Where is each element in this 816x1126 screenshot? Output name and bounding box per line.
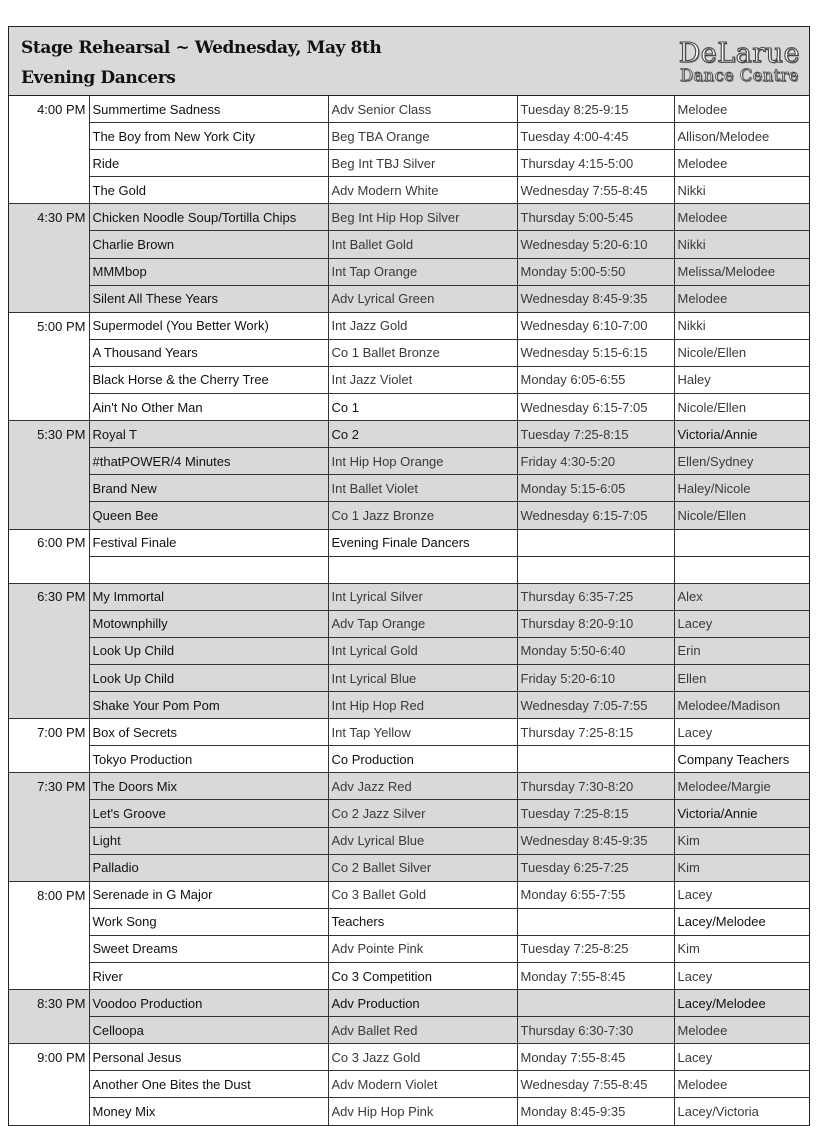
class-name-cell: Evening Finale Dancers xyxy=(328,529,517,556)
time-slot-cell xyxy=(9,475,89,502)
teacher-cell: Alex xyxy=(674,583,809,610)
time-slot-cell xyxy=(9,610,89,637)
table-row xyxy=(9,204,809,231)
teacher-cell: Ellen/Sydney xyxy=(674,448,809,475)
logo-line-1: DeLarue xyxy=(678,38,800,69)
table-row xyxy=(9,1071,809,1098)
time-slot-cell xyxy=(9,637,89,664)
dance-name-cell: River xyxy=(89,963,328,990)
class-day-time-cell xyxy=(517,746,674,773)
class-day-time-cell: Wednesday 8:45-9:35 xyxy=(517,827,674,854)
table-row xyxy=(9,881,809,908)
table-row xyxy=(9,1017,809,1044)
table-row xyxy=(9,556,809,583)
table-row xyxy=(9,746,809,773)
table-row xyxy=(9,990,809,1017)
dance-name-cell: A Thousand Years xyxy=(89,339,328,366)
teacher-cell: Erin xyxy=(674,637,809,664)
class-day-time-cell: Monday 8:45-9:35 xyxy=(517,1098,674,1125)
class-day-time-cell: Thursday 7:25-8:15 xyxy=(517,719,674,746)
class-day-time-cell xyxy=(517,556,674,583)
table-row xyxy=(9,719,809,746)
class-name-cell: Int Lyrical Gold xyxy=(328,637,517,664)
dance-name-cell: Light xyxy=(89,827,328,854)
teacher-cell: Melodee/Madison xyxy=(674,692,809,719)
teacher-cell: Kim xyxy=(674,827,809,854)
class-name-cell: Int Hip Hop Orange xyxy=(328,448,517,475)
dance-name-cell xyxy=(89,556,328,583)
time-slot-cell: 6:00 PM xyxy=(9,529,89,556)
time-slot-cell xyxy=(9,827,89,854)
class-day-time-cell: Wednesday 5:20-6:10 xyxy=(517,231,674,258)
dance-name-cell: Silent All These Years xyxy=(89,285,328,312)
class-day-time-cell: Tuesday 7:25-8:15 xyxy=(517,800,674,827)
table-row xyxy=(9,692,809,719)
table-row xyxy=(9,935,809,962)
class-day-time-cell: Thursday 4:15-5:00 xyxy=(517,150,674,177)
time-slot-cell xyxy=(9,963,89,990)
class-day-time-cell: Monday 6:55-7:55 xyxy=(517,881,674,908)
table-row xyxy=(9,1098,809,1125)
schedule-table xyxy=(9,96,809,1126)
teacher-cell: Nicole/Ellen xyxy=(674,502,809,529)
class-day-time-cell: Wednesday 7:05-7:55 xyxy=(517,692,674,719)
dance-name-cell: Motownphilly xyxy=(89,610,328,637)
class-name-cell: Adv Production xyxy=(328,990,517,1017)
table-row xyxy=(9,421,809,448)
class-day-time-cell xyxy=(517,990,674,1017)
studio-logo xyxy=(679,40,800,84)
time-slot-cell xyxy=(9,800,89,827)
teacher-cell: Melodee xyxy=(674,1071,809,1098)
class-day-time-cell xyxy=(517,529,674,556)
teacher-cell: Lacey/Melodee xyxy=(674,990,809,1017)
class-day-time-cell: Wednesday 7:55-8:45 xyxy=(517,177,674,204)
table-row xyxy=(9,800,809,827)
teacher-cell: Allison/Melodee xyxy=(674,123,809,150)
teacher-cell: Nikki xyxy=(674,312,809,339)
class-day-time-cell: Tuesday 7:25-8:25 xyxy=(517,935,674,962)
dance-name-cell: Serenade in G Major xyxy=(89,881,328,908)
teacher-cell: Nikki xyxy=(674,231,809,258)
class-name-cell: Beg Int TBJ Silver xyxy=(328,150,517,177)
time-slot-cell: 7:30 PM xyxy=(9,773,89,800)
teacher-cell: Nicole/Ellen xyxy=(674,339,809,366)
class-name-cell: Adv Modern Violet xyxy=(328,1071,517,1098)
rehearsal-schedule-sheet xyxy=(8,26,810,1126)
dance-name-cell: Royal T xyxy=(89,421,328,448)
time-slot-cell xyxy=(9,502,89,529)
teacher-cell: Melodee/Margie xyxy=(674,773,809,800)
class-name-cell: Adv Senior Class xyxy=(328,96,517,123)
page-title: Stage Rehearsal ~ Wednesday, May 8th xyxy=(21,38,382,58)
table-row xyxy=(9,610,809,637)
class-day-time-cell: Monday 5:15-6:05 xyxy=(517,475,674,502)
time-slot-cell xyxy=(9,123,89,150)
class-name-cell: Adv Lyrical Blue xyxy=(328,827,517,854)
dance-name-cell: The Gold xyxy=(89,177,328,204)
class-day-time-cell: Monday 7:55-8:45 xyxy=(517,963,674,990)
table-row xyxy=(9,285,809,312)
teacher-cell: Lacey xyxy=(674,719,809,746)
class-name-cell: Co 3 Jazz Gold xyxy=(328,1044,517,1071)
time-slot-cell xyxy=(9,177,89,204)
class-name-cell: Int Lyrical Blue xyxy=(328,664,517,691)
class-day-time-cell: Thursday 6:35-7:25 xyxy=(517,583,674,610)
teacher-cell: Kim xyxy=(674,854,809,881)
table-row xyxy=(9,854,809,881)
time-slot-cell xyxy=(9,908,89,935)
dance-name-cell: Charlie Brown xyxy=(89,231,328,258)
table-row xyxy=(9,475,809,502)
class-name-cell: Int Ballet Violet xyxy=(328,475,517,502)
dance-name-cell: Black Horse & the Cherry Tree xyxy=(89,366,328,393)
time-slot-cell xyxy=(9,1098,89,1125)
time-slot-cell xyxy=(9,258,89,285)
class-day-time-cell: Tuesday 6:25-7:25 xyxy=(517,854,674,881)
class-day-time-cell: Tuesday 8:25-9:15 xyxy=(517,96,674,123)
teacher-cell: Victoria/Annie xyxy=(674,421,809,448)
time-slot-cell xyxy=(9,935,89,962)
table-row xyxy=(9,664,809,691)
teacher-cell: Lacey/Melodee xyxy=(674,908,809,935)
class-name-cell: Co 1 Ballet Bronze xyxy=(328,339,517,366)
teacher-cell: Haley/Nicole xyxy=(674,475,809,502)
time-slot-cell xyxy=(9,285,89,312)
teacher-cell xyxy=(674,529,809,556)
teacher-cell: Lacey/Victoria xyxy=(674,1098,809,1125)
class-name-cell: Adv Lyrical Green xyxy=(328,285,517,312)
class-day-time-cell: Wednesday 5:15-6:15 xyxy=(517,339,674,366)
teacher-cell: Lacey xyxy=(674,963,809,990)
dance-name-cell: Ain't No Other Man xyxy=(89,394,328,421)
time-slot-cell: 9:00 PM xyxy=(9,1044,89,1071)
class-day-time-cell: Monday 6:05-6:55 xyxy=(517,366,674,393)
teacher-cell: Company Teachers xyxy=(674,746,809,773)
dance-name-cell: Chicken Noodle Soup/Tortilla Chips xyxy=(89,204,328,231)
time-slot-cell: 7:00 PM xyxy=(9,719,89,746)
time-slot-cell xyxy=(9,556,89,583)
class-day-time-cell: Tuesday 7:25-8:15 xyxy=(517,421,674,448)
time-slot-cell: 8:30 PM xyxy=(9,990,89,1017)
time-slot-cell xyxy=(9,448,89,475)
table-row xyxy=(9,366,809,393)
time-slot-cell xyxy=(9,1071,89,1098)
class-day-time-cell: Wednesday 6:10-7:00 xyxy=(517,312,674,339)
page-subtitle: Evening Dancers xyxy=(21,68,176,88)
class-name-cell: Int Jazz Violet xyxy=(328,366,517,393)
time-slot-cell xyxy=(9,692,89,719)
time-slot-cell xyxy=(9,664,89,691)
teacher-cell: Haley xyxy=(674,366,809,393)
class-name-cell: Co 1 xyxy=(328,394,517,421)
table-row xyxy=(9,123,809,150)
time-slot-cell xyxy=(9,150,89,177)
teacher-cell: Nikki xyxy=(674,177,809,204)
table-row xyxy=(9,96,809,123)
table-row xyxy=(9,827,809,854)
teacher-cell: Lacey xyxy=(674,610,809,637)
teacher-cell xyxy=(674,556,809,583)
dance-name-cell: Supermodel (You Better Work) xyxy=(89,312,328,339)
teacher-cell: Melodee xyxy=(674,150,809,177)
class-name-cell: Adv Jazz Red xyxy=(328,773,517,800)
class-name-cell: Teachers xyxy=(328,908,517,935)
class-day-time-cell: Wednesday 6:15-7:05 xyxy=(517,502,674,529)
class-day-time-cell: Thursday 8:20-9:10 xyxy=(517,610,674,637)
class-day-time-cell: Friday 4:30-5:20 xyxy=(517,448,674,475)
dance-name-cell: MMMbop xyxy=(89,258,328,285)
dance-name-cell: Celloopa xyxy=(89,1017,328,1044)
time-slot-cell xyxy=(9,1017,89,1044)
time-slot-cell xyxy=(9,231,89,258)
teacher-cell: Melissa/Melodee xyxy=(674,258,809,285)
time-slot-cell xyxy=(9,394,89,421)
dance-name-cell: Summertime Sadness xyxy=(89,96,328,123)
dance-name-cell: Let's Groove xyxy=(89,800,328,827)
dance-name-cell: Look Up Child xyxy=(89,637,328,664)
dance-name-cell: Queen Bee xyxy=(89,502,328,529)
class-day-time-cell: Thursday 7:30-8:20 xyxy=(517,773,674,800)
time-slot-cell: 5:00 PM xyxy=(9,312,89,339)
class-name-cell: Adv Pointe Pink xyxy=(328,935,517,962)
dance-name-cell: The Doors Mix xyxy=(89,773,328,800)
time-slot-cell xyxy=(9,339,89,366)
class-name-cell: Adv Ballet Red xyxy=(328,1017,517,1044)
table-row xyxy=(9,258,809,285)
teacher-cell: Melodee xyxy=(674,1017,809,1044)
class-name-cell: Int Ballet Gold xyxy=(328,231,517,258)
class-name-cell: Co 3 Competition xyxy=(328,963,517,990)
dance-name-cell: #thatPOWER/4 Minutes xyxy=(89,448,328,475)
table-row xyxy=(9,448,809,475)
class-day-time-cell: Wednesday 7:55-8:45 xyxy=(517,1071,674,1098)
time-slot-cell: 5:30 PM xyxy=(9,421,89,448)
dance-name-cell: Brand New xyxy=(89,475,328,502)
logo-line-2: Dance Centre xyxy=(679,66,799,85)
time-slot-cell: 4:00 PM xyxy=(9,96,89,123)
dance-name-cell: Tokyo Production xyxy=(89,746,328,773)
class-name-cell: Co Production xyxy=(328,746,517,773)
class-day-time-cell: Wednesday 6:15-7:05 xyxy=(517,394,674,421)
class-name-cell: Adv Hip Hop Pink xyxy=(328,1098,517,1125)
dance-name-cell: Look Up Child xyxy=(89,664,328,691)
teacher-cell: Kim xyxy=(674,935,809,962)
table-row xyxy=(9,637,809,664)
table-row xyxy=(9,773,809,800)
class-day-time-cell: Monday 5:50-6:40 xyxy=(517,637,674,664)
table-row xyxy=(9,502,809,529)
class-day-time-cell: Thursday 5:00-5:45 xyxy=(517,204,674,231)
class-day-time-cell: Friday 5:20-6:10 xyxy=(517,664,674,691)
teacher-cell: Ellen xyxy=(674,664,809,691)
table-row xyxy=(9,394,809,421)
dance-name-cell: Another One Bites the Dust xyxy=(89,1071,328,1098)
class-name-cell: Beg Int Hip Hop Silver xyxy=(328,204,517,231)
class-name-cell: Adv Modern White xyxy=(328,177,517,204)
class-day-time-cell: Tuesday 4:00-4:45 xyxy=(517,123,674,150)
class-name-cell: Adv Tap Orange xyxy=(328,610,517,637)
dance-name-cell: Sweet Dreams xyxy=(89,935,328,962)
dance-name-cell: Festival Finale xyxy=(89,529,328,556)
table-row xyxy=(9,529,809,556)
class-name-cell: Int Hip Hop Red xyxy=(328,692,517,719)
time-slot-cell: 6:30 PM xyxy=(9,583,89,610)
dance-name-cell: Work Song xyxy=(89,908,328,935)
class-name-cell: Co 2 Ballet Silver xyxy=(328,854,517,881)
table-row xyxy=(9,339,809,366)
dance-name-cell: Personal Jesus xyxy=(89,1044,328,1071)
teacher-cell: Nicole/Ellen xyxy=(674,394,809,421)
teacher-cell: Melodee xyxy=(674,285,809,312)
class-day-time-cell: Thursday 6:30-7:30 xyxy=(517,1017,674,1044)
table-row xyxy=(9,963,809,990)
class-name-cell: Int Lyrical Silver xyxy=(328,583,517,610)
time-slot-cell xyxy=(9,854,89,881)
table-row xyxy=(9,1044,809,1071)
schedule-header xyxy=(9,26,809,96)
class-name-cell xyxy=(328,556,517,583)
schedule-body xyxy=(9,96,809,1125)
class-name-cell: Int Tap Orange xyxy=(328,258,517,285)
dance-name-cell: The Boy from New York City xyxy=(89,123,328,150)
table-row xyxy=(9,583,809,610)
class-day-time-cell: Monday 7:55-8:45 xyxy=(517,1044,674,1071)
dance-name-cell: Voodoo Production xyxy=(89,990,328,1017)
table-row xyxy=(9,150,809,177)
class-name-cell: Co 3 Ballet Gold xyxy=(328,881,517,908)
time-slot-cell: 8:00 PM xyxy=(9,881,89,908)
class-name-cell: Beg TBA Orange xyxy=(328,123,517,150)
dance-name-cell: Ride xyxy=(89,150,328,177)
dance-name-cell: Palladio xyxy=(89,854,328,881)
dance-name-cell: My Immortal xyxy=(89,583,328,610)
dance-name-cell: Box of Secrets xyxy=(89,719,328,746)
time-slot-cell: 4:30 PM xyxy=(9,204,89,231)
class-name-cell: Co 2 xyxy=(328,421,517,448)
table-row xyxy=(9,908,809,935)
table-row xyxy=(9,231,809,258)
table-row xyxy=(9,312,809,339)
time-slot-cell xyxy=(9,366,89,393)
teacher-cell: Victoria/Annie xyxy=(674,800,809,827)
teacher-cell: Melodee xyxy=(674,96,809,123)
teacher-cell: Lacey xyxy=(674,881,809,908)
teacher-cell: Melodee xyxy=(674,204,809,231)
class-name-cell: Int Jazz Gold xyxy=(328,312,517,339)
class-day-time-cell: Monday 5:00-5:50 xyxy=(517,258,674,285)
class-name-cell: Co 1 Jazz Bronze xyxy=(328,502,517,529)
dance-name-cell: Shake Your Pom Pom xyxy=(89,692,328,719)
class-name-cell: Co 2 Jazz Silver xyxy=(328,800,517,827)
class-day-time-cell: Wednesday 8:45-9:35 xyxy=(517,285,674,312)
class-day-time-cell xyxy=(517,908,674,935)
teacher-cell: Lacey xyxy=(674,1044,809,1071)
dance-name-cell: Money Mix xyxy=(89,1098,328,1125)
table-row xyxy=(9,177,809,204)
time-slot-cell xyxy=(9,746,89,773)
class-name-cell: Int Tap Yellow xyxy=(328,719,517,746)
